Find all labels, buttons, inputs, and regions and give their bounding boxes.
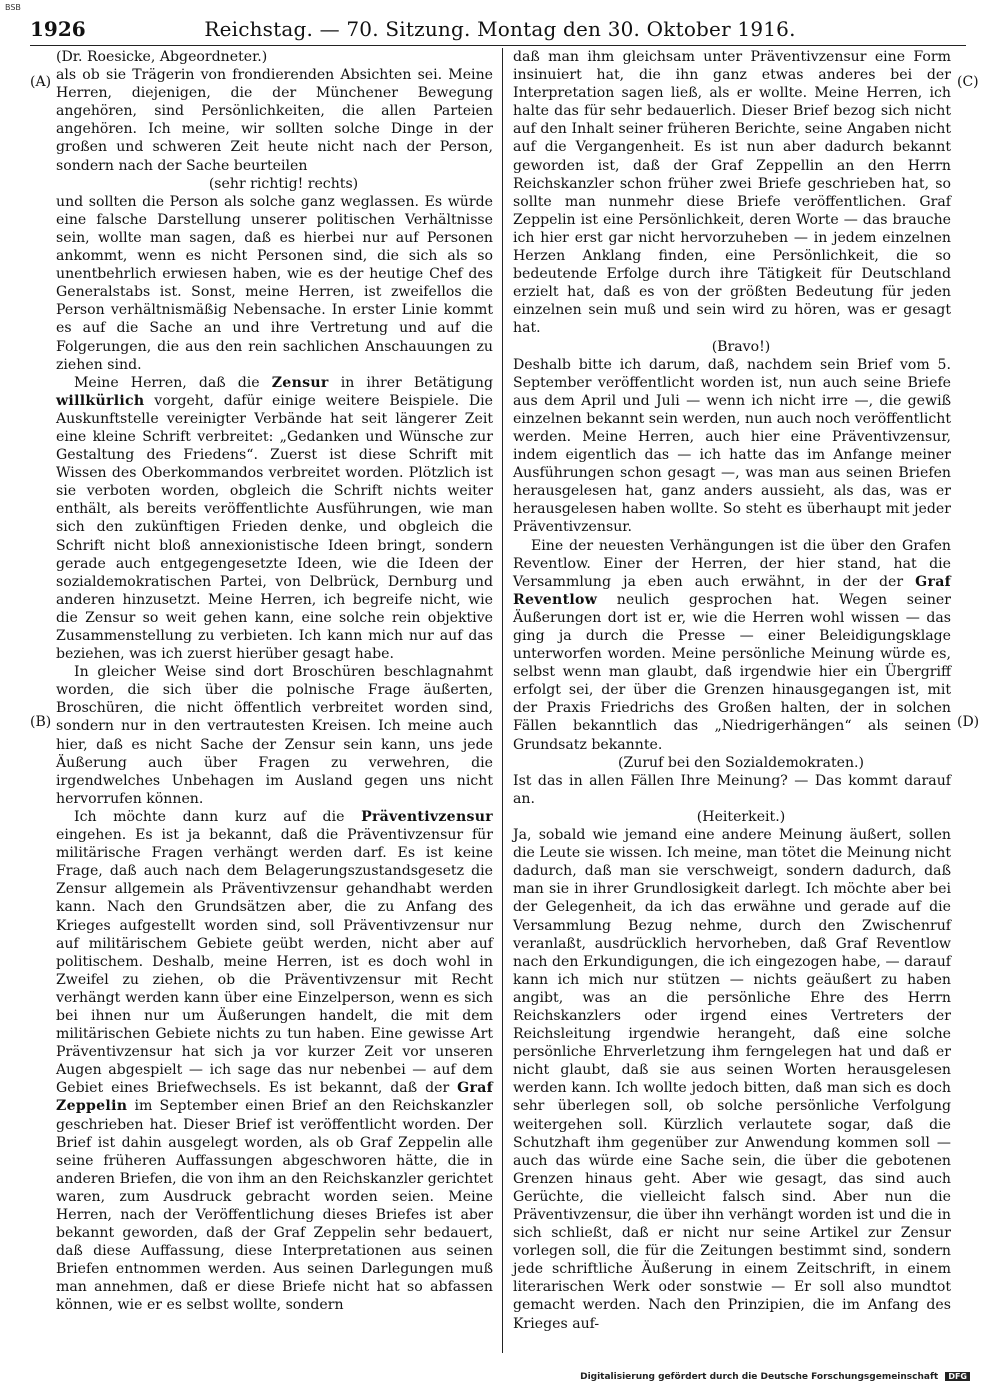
paragraph: In gleicher Weise sind dort Broschüren beschlagnahmt worden, die sich über die polnische Frage äußerten, Broschüren, die nicht öffentlich verbreitet worden sind, sondern nur in den vertrautesten Kreisen. Ich meine auch hier, daß es nicht Sache der Zensur sein kann, uns jede Äußerung auch über Fragen zu verwehren, die irgendwelches Unbehagen im Ausland gegen uns nicht hervorrufen können. bbox=[56, 664, 493, 807]
page-number: 1926 bbox=[30, 17, 86, 41]
speaker-note: (Dr. Roesicke, Abgeordneter.) bbox=[56, 49, 268, 65]
footer-text: Digitalisierung gefördert durch die Deutsche Forschungsgemeinschaft bbox=[580, 1372, 939, 1382]
paragraph: Ist das in allen Fällen Ihre Meinung? — Das kommt darauf an. bbox=[513, 772, 951, 807]
dfg-logo: DFG bbox=[945, 1372, 970, 1381]
paragraph: Eine der neuesten Verhängungen ist die über den Grafen Reventlow. Einer der Herren, der hier stand, hat die Versammlung ja eben auch erwähnt, in der der Graf Reventlow neulich gesprochen hat. Wegen seiner Äußerungen dort ist er, wie die Herren wohl wissen — das ging ja durch die Presse — einer Beleidigungsklage unterworfen worden. Meine persönliche Meinung würde es, selbst wenn man glaubt, daß irgendwie hier ein Übergriff erfolgt sei, der über die Grenzen hinausgegangen ist, mit der Praxis Friedrichs des Großen halten, der in solchen Fällen bekanntlich das „Niedrigerhängen“ als seinen Grundsatz bekannte. bbox=[513, 537, 951, 753]
interjection: (Heiterkeit.) bbox=[696, 808, 786, 825]
interjection: (Zuruf bei den Sozialdemokraten.) bbox=[617, 754, 865, 771]
margin-marker-d: (D) bbox=[957, 714, 980, 730]
emphasis: willkürlich bbox=[56, 392, 145, 409]
footer-credit bbox=[580, 1372, 970, 1382]
page-header bbox=[30, 14, 970, 44]
paragraph: Meine Herren, daß die Zensur in ihrer Betätigung willkürlich vorgeht, dafür einige weitere Beispiele. Die Auskunftstelle vereinigter Verbände hat seit längerer Zeit eine kleine Schrift verbreitet: „Gedanken und Wünsche zur Gestaltung des Friedens“. Zuerst ist diese Schrift mit Wissen des Oberkommandos verbreitet worden. Plötzlich ist sie verboten worden, obgleich die Schrift nichts weiter enthält, als bereits veröffentlichte Ausführungen, wie man sich den zukünftigen Frieden denke, und obgleich die Schrift nicht bloß annexionistische Ideen bringt, sondern gerade auch entgegengesetzte Ideen, wie die Ideen der sozialdemokratischen Partei, von Delbrück, Dernburg und anderen hinzusetzt. Meine Herren, ich begreife nicht, wie die Zensur so weit gehen kann, eine solche rein objektive Zusammenstellung zu verbieten. Ich kann mich nur auf das beziehen, was ich zuerst hierüber gesagt habe. bbox=[56, 374, 493, 663]
margin-marker-b: (B) bbox=[30, 714, 52, 730]
paragraph: als ob sie Trägerin von frondierenden Absichten sei. Meine Herren, diejenigen, die der Münchener Bewegung angehören, sind Persönlichkeiten, die allen Parteien angehören. Ich meine, wir sollten solche Dinge in der großen und schweren Zeit heute nicht nach der Person, sondern nach der Sache beurteilen bbox=[56, 67, 493, 174]
left-column bbox=[56, 48, 493, 1315]
emphasis: Präventivzensur bbox=[361, 808, 493, 825]
paragraph: daß man ihm gleichsam unter Präventivzensur eine Form insinuiert hat, die ihn ganz etwas anderes bei der Interpretation sagen ließ, als er wollte. Meine Herren, ich halte das für sehr bedauerlich. Dieser Brief bezog sich nicht auf den Inhalt seiner früheren Berichte, seine Angaben nicht auf die Vergangenheit. Es ist nun aber dadurch bekannt geworden ist, daß der Graf Zeppellin an den Herrn Reichskanzler schon früher zwei Briefe geschrieben hat, so sollte man nunmehr diese Briefe veröffentlichen. Graf Zeppelin ist eine Persönlichkeit, deren Worte — das brauche ich hier erst gar nicht hervorzuheben — in jedem einzelnen Herzen Anklang finden, eine Persönlichkeit, die so bedeutende Erfolge durch ihre Tätigkeit für Deutschland erzielt hat, daß es von der größten Bedeutung für jeden einzelnen sein muß und sein wird zu hören, was er gesagt hat. bbox=[513, 49, 951, 337]
emphasis: Graf Reventlow bbox=[513, 573, 951, 608]
interjection: (Bravo!) bbox=[711, 338, 771, 355]
header-rule bbox=[30, 45, 966, 46]
interjection: (sehr richtig! rechts) bbox=[208, 175, 359, 192]
paragraph: Ich möchte dann kurz auf die Präventivzensur eingehen. Es ist ja bekannt, daß die Präventivzensur für militärische Fragen verhängt werden darf. Es ist keine Frage, daß auch nach dem Belagerungszustandsgesetz die Zensur allgemein als Präventivzensur gehandhabt werden kann. Nach den Grundsätzen aber, die zu Anfang des Krieges aufgestellt worden sind, soll Präventivzensur nur auf militärischem Gebiete geübt werden, nicht aber auf politischem. Deshalb, meine Herren, ist es doch wohl in Zweifel zu ziehen, ob die Präventivzensur mit Recht verhängt werden kann über eine Einzelperson, wenn es sich bei ihnen nur um Äußerungen handelt, die mit dem militärischen Gebiete nichts zu tun haben. Eine gewisse Art Präventivzensur hat sich ja vor kurzer Zeit vor unseren Augen abgespielt — ich sage das nur nebenbei — auf dem Gebiet eines Briefwechsels. Es ist bekannt, daß der Graf Zeppelin im September einen Brief an den Reichskanzler geschrieben hat. Dieser Brief ist veröffentlicht worden. Der Brief ist dahin ausgelegt worden, als ob Graf Zeppelin alle seine früheren Auffassungen abgeschworen hätte, die in anderen Briefen, die von ihm an den Reichskanzler gerichtet waren, zum Ausdruck gebracht worden seien. Meine Herren, nach der Veröffentlichung dieses Briefes ist aber bekannt geworden, daß der Graf Zeppelin sehr bedauert, daß diese Auffassung, diese Interpretationen aus seinen Briefen entnommen werden. Aus seinen Darlegungen muß man annehmen, daß er diese Briefe nicht hat so abfassen können, wie er es selbst wollte, sondern bbox=[56, 808, 493, 1314]
margin-marker-c: (C) bbox=[957, 74, 979, 90]
emphasis: Graf Zeppelin bbox=[56, 1080, 493, 1115]
page-title: Reichstag. — 70. Sitzung. Montag den 30. Oktober 1916. bbox=[204, 17, 796, 41]
paragraph: Deshalb bitte ich darum, daß, nachdem sein Brief vom 5. September veröffentlicht worden ist, nun auch seine Briefe aus dem April und Juli — wenn ich nicht irre —, die gewiß einzelnen bekannt sein werden, nun auch noch veröffentlicht werden. Meine Herren, auch hier eine Präventivzensur, indem eigentlich das — ich hatte das im Anfange meiner Ausführungen schon gesagt —, was man aus seinen Briefen herausgelesen hat, ganz anders aussieht, als das, was er herausgelesen haben wollte. So steht es überhaupt mit jeder Präventivzensur. bbox=[513, 356, 951, 536]
margin-marker-a: (A) bbox=[30, 74, 52, 90]
right-column bbox=[513, 48, 951, 1333]
paragraph: und sollten die Person als solche ganz weglassen. Es würde eine falsche Darstellung unserer politischen Verhältnisse sein, wollte man sagen, daß es hierbei nur auf Personen ankommt, wenn es nicht Personen sind, die sich als so unentbehrlich erwiesen haben, wie es der heutige Chef des Generalstabs ist. Sonst, meine Herren, ist zweifellos die Person verhältnismäßig Nebensache. In erster Linie kommt es auf die Sache an und ihre Vertretung und auf die Folgerungen, die aus den rein sachlichen Anschauungen zu ziehen sind. bbox=[56, 193, 493, 373]
emphasis: Zensur bbox=[271, 374, 329, 391]
paragraph: Ja, sobald wie jemand eine andere Meinung äußert, sollen die Leute sie wissen. Ich meine, man tötet die Meinung nicht dadurch, daß man sie verschweigt, sondern dadurch, daß man sie in ihrer Grundlosigkeit darlegt. Ich möchte aber bei der Gelegenheit, da ich das erwähne und gerade auf die Versammlung Bezug nehme, durch den Zwischenruf veranlaßt, ausdrücklich hervorheben, daß Graf Reventlow nach den Erkundigungen, die ich eingezogen habe, — darauf kann ich mich nur stützen — nichts geäußert zu haben angibt, was an die persönliche Ehre des Herrn Reichskanzlers oder irgend eines Vertreters der Reichsleitung irgendwie herangeht, daß eine solche persönliche Ehrverletzung ihm ferngelegen hat und daß er nicht glaubt, daß sie aus seinen Worten herausgelesen werden kann. Ich wollte jedoch bitten, daß man sich es doch sehr überlegen soll, ob solche persönliche Verfolgung weitergehen soll. Kürzlich verlautete sogar, daß die Schutzhaft ihm gegenüber zur Anwendung kommen soll — auch das würde eine Sache sein, die über die gebotenen Grenzen hinaus geht. Aber wie gesagt, das sind auch Gerüchte, die vielleicht falsch sind. Aber nun die Präventivzensur, die über ihn verhängt worden ist und die in sich schließt, daß er nicht nur seine Artikel zur Zensur vorlegen soll, die für die Zeitungen bestimmt sind, sondern jede schriftliche Äußerung in einem Zeitschrift, in einem literarischen Werk oder sonstwie — Er soll also mundtot gemacht werden. Nach den Prinzipien, die im Anfang des Krieges auf- bbox=[513, 827, 951, 1332]
column-divider bbox=[502, 48, 503, 1353]
library-mark: BSB bbox=[5, 3, 21, 12]
